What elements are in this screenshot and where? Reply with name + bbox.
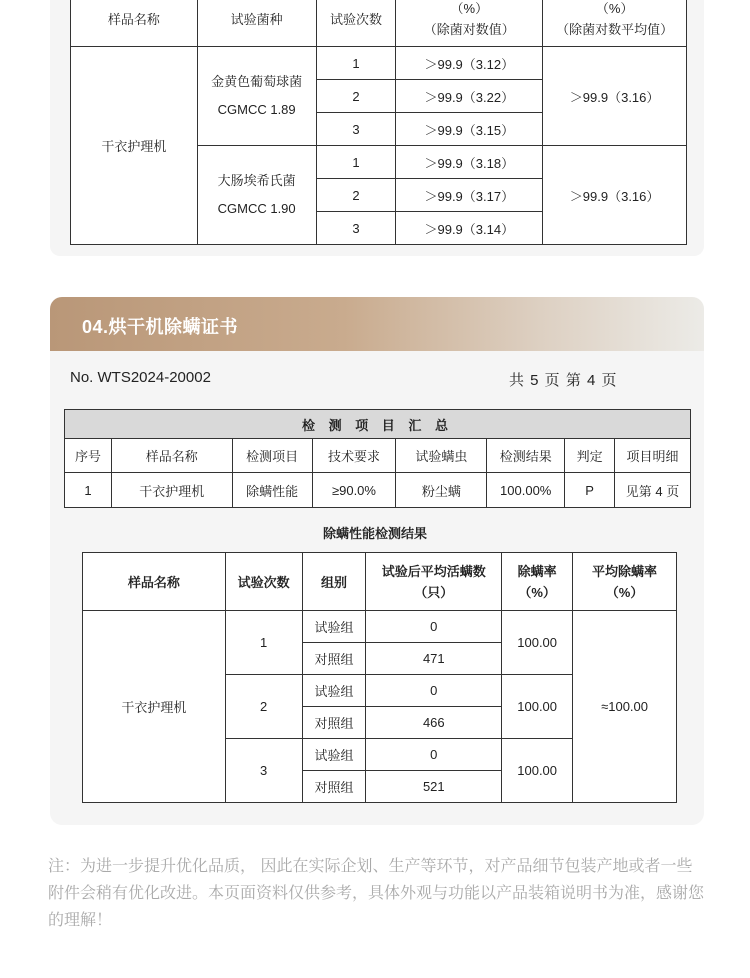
column-header: 项目明细: [615, 439, 691, 473]
table-cell: P: [565, 473, 615, 508]
live-mite-count: 466: [366, 707, 502, 739]
trial-number: 3: [316, 113, 396, 146]
table-cell: 1: [65, 473, 112, 508]
average-removal-rate: ≈100.00: [573, 611, 677, 803]
strain-name: 金黄色葡萄球菌: [211, 74, 303, 89]
removal-rate: 100.00: [502, 739, 573, 803]
trial-number: 2: [316, 179, 396, 212]
column-header: 技术要求: [312, 439, 396, 473]
table-cell: 干衣护理机: [111, 473, 232, 508]
strain-cell: [197, 47, 316, 146]
group-label: 试验组: [302, 739, 366, 771]
table-cell: 除螨性能: [232, 473, 312, 508]
table-cell: 100.00%: [487, 473, 565, 508]
column-header: 试验螨虫: [396, 439, 487, 473]
trial-number: 3: [225, 739, 302, 803]
header-result-pct: （%）: [450, 0, 489, 16]
average-result: ＞99.9（3.16）: [543, 146, 687, 245]
header-avg-live-line2: （只）: [414, 584, 454, 600]
trial-number: 1: [225, 611, 302, 675]
header-sample-name: 样品名称: [71, 0, 198, 47]
document-number: No. WTS2024-20002: [70, 369, 211, 386]
live-mite-count: 471: [366, 643, 502, 675]
header-rate-line2: （%）: [518, 584, 556, 600]
header-avg-live-line1: 试验后平均活螨数: [381, 563, 486, 579]
trial-result: ＞99.9（3.22）: [396, 80, 543, 113]
mite-results-table: [82, 552, 677, 803]
strain-cell: [197, 146, 316, 245]
column-header: 检测项目: [232, 439, 312, 473]
mite-results-subtitle: 除螨性能检测结果: [322, 526, 427, 541]
trial-result: ＞99.9（3.14）: [396, 212, 543, 245]
trial-number: 1: [316, 146, 396, 179]
header-avg-log: （除菌对数平均值）: [556, 21, 674, 37]
trial-number: 2: [316, 80, 396, 113]
header-sample-name: 样品名称: [83, 553, 226, 611]
column-header: 检测结果: [487, 439, 565, 473]
trial-number: 1: [316, 47, 396, 80]
average-result: ＞99.9（3.16）: [543, 47, 687, 146]
live-mite-count: 521: [366, 771, 502, 803]
trial-result: ＞99.9（3.15）: [396, 113, 543, 146]
trial-result: ＞99.9（3.18）: [396, 146, 543, 179]
strain-code: CGMCC 1.89: [217, 102, 296, 117]
header-strain: 试验菌种: [197, 0, 316, 47]
trial-result: ＞99.9（3.12）: [396, 47, 543, 80]
header-group: 组别: [302, 553, 366, 611]
header-avg-rate: [573, 553, 677, 611]
header-rate-line1: 除螨率: [517, 563, 557, 579]
table-cell: 粉尘螨: [396, 473, 487, 508]
removal-rate: 100.00: [502, 611, 573, 675]
disclaimer-note: 注：为进一步提升优化品质， 因此在实际企划、生产等环节，对产品细节包装产地或者一些附件会稍有优化改进。本页面资料仅供参考，具体外观与功能以产品装箱说明书为准，感谢您的理解！: [48, 858, 705, 929]
group-label: 对照组: [302, 643, 366, 675]
header-trial-count: 试验次数: [316, 0, 396, 47]
summary-table: [64, 409, 691, 508]
section-banner: [50, 297, 704, 351]
strain-code: CGMCC 1.90: [217, 201, 296, 216]
header-trial-count: 试验次数: [225, 553, 302, 611]
group-label: 试验组: [302, 611, 366, 643]
group-label: 试验组: [302, 675, 366, 707]
sample-name-cell: 干衣护理机: [71, 47, 198, 245]
column-header: 序号: [65, 439, 112, 473]
trial-number: 3: [316, 212, 396, 245]
strain-name: 大肠埃希氏菌: [217, 173, 296, 188]
live-mite-count: 0: [366, 739, 502, 771]
antibacterial-results-table: [70, 0, 687, 245]
removal-rate: 100.00: [502, 675, 573, 739]
trial-number: 2: [225, 675, 302, 739]
header-avg-rate-line2: （%）: [605, 584, 644, 600]
table-cell: ≥90.0%: [312, 473, 396, 508]
summary-title: 检 测 项 目 汇 总: [65, 410, 691, 439]
sample-name-cell: 干衣护理机: [83, 611, 226, 803]
header-avg-rate-line1: 平均除螨率: [592, 563, 658, 579]
live-mite-count: 0: [366, 675, 502, 707]
section-title: 04.烘干机除螨证书: [82, 317, 239, 337]
header-result-log: （除菌对数值）: [423, 21, 515, 37]
group-label: 对照组: [302, 771, 366, 803]
header-result: [396, 0, 543, 47]
trial-result: ＞99.9（3.17）: [396, 179, 543, 212]
page-info: 共 5 页 第 4 页: [509, 372, 618, 389]
live-mite-count: 0: [366, 611, 502, 643]
header-avg-live: [366, 553, 502, 611]
header-avg-pct: （%）: [595, 0, 634, 16]
header-average: [543, 0, 687, 47]
header-rate: [502, 553, 573, 611]
table-cell: 见第 4 页: [615, 473, 691, 508]
column-header: 判定: [565, 439, 615, 473]
column-header: 样品名称: [111, 439, 232, 473]
group-label: 对照组: [302, 707, 366, 739]
